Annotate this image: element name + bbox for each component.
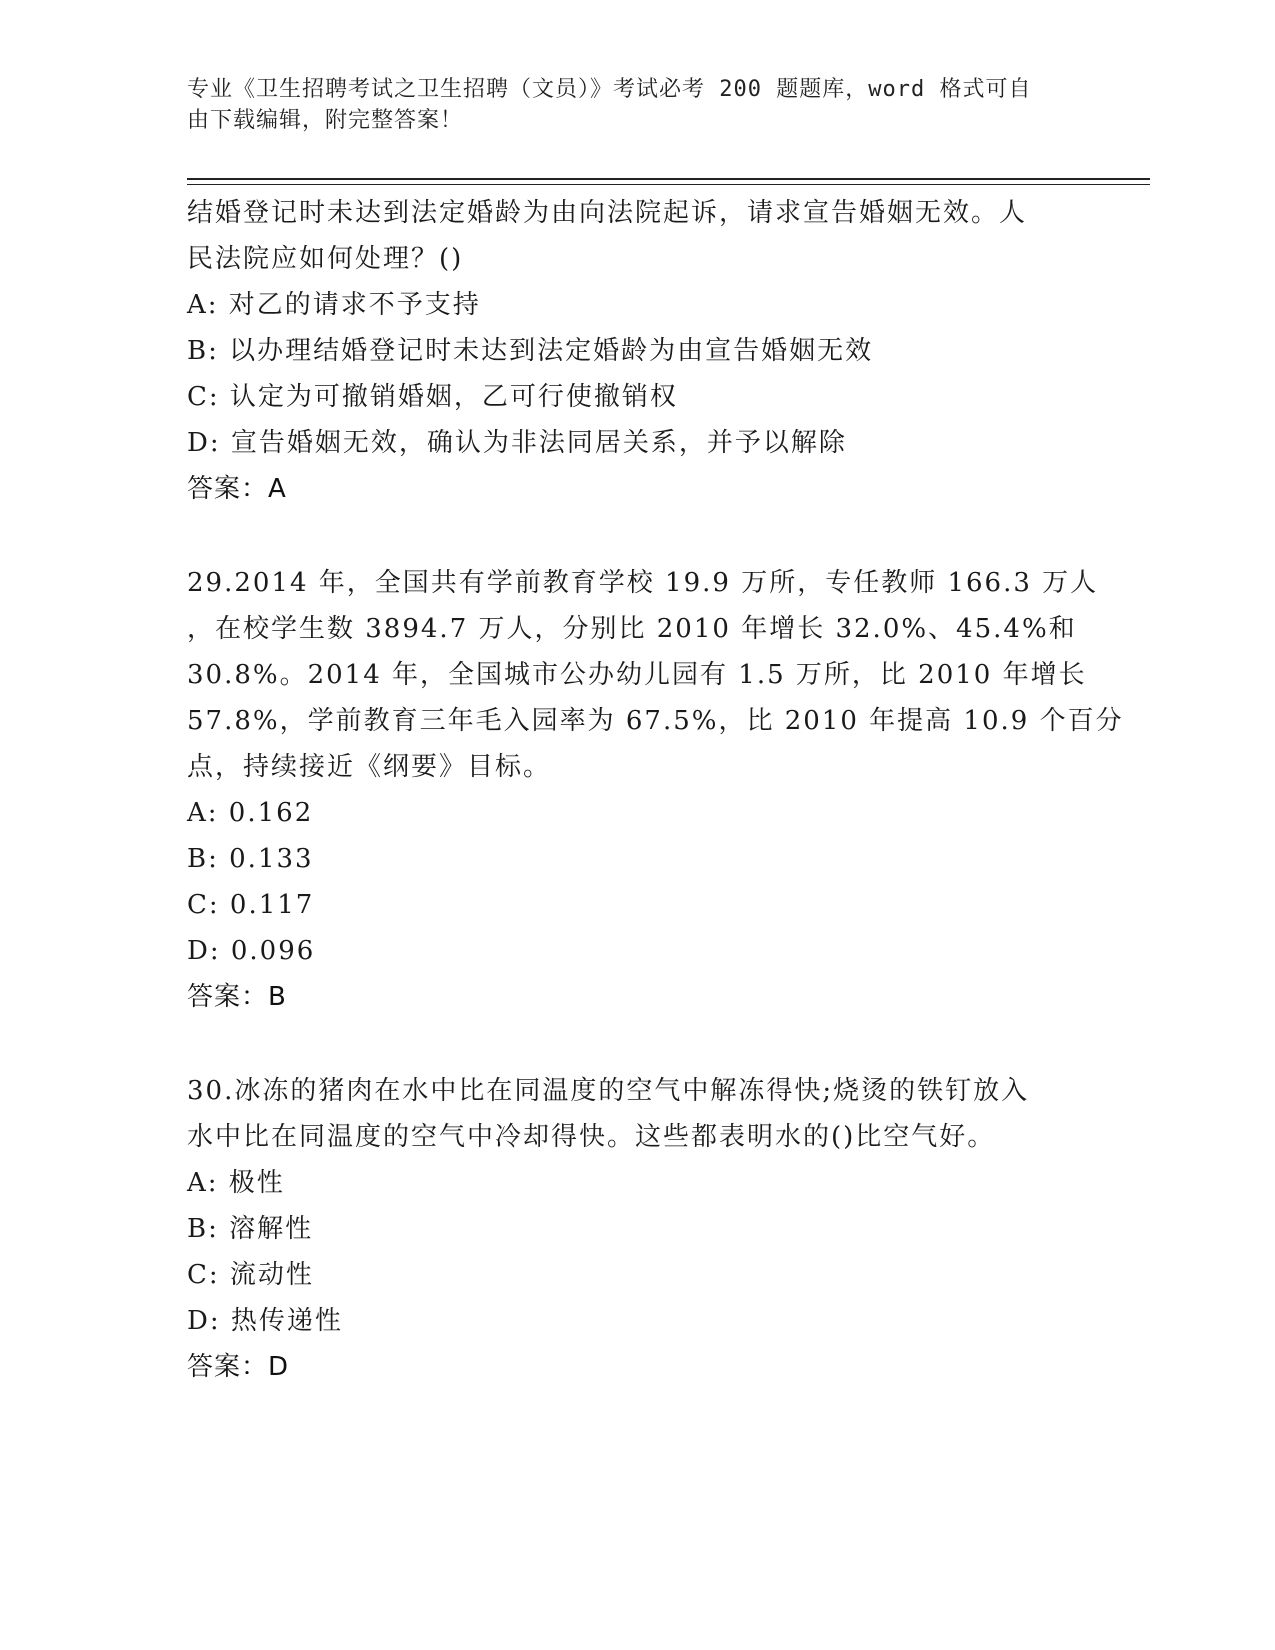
question-spacer: [187, 512, 1067, 560]
option-c: C: 流动性: [187, 1260, 314, 1290]
intro-line-1: 专业《卫生招聘考试之卫生招聘（文员）》考试必考 200 题题库，word 格式可自: [187, 77, 1032, 102]
question-stem-line: 30.冰冻的猪肉在水中比在同温度的空气中解冻得快;烧烫的铁钉放入: [187, 1076, 1030, 1106]
question-stem-line: 点，持续接近《纲要》目标。: [187, 752, 552, 782]
question-list: [187, 190, 1124, 1390]
question-block-29: [187, 560, 1124, 1020]
option-b: B: 溶解性: [187, 1214, 314, 1244]
question-stem-line: 民法院应如何处理？(): [187, 244, 464, 274]
answer-label: 答案：A: [187, 474, 287, 504]
question-stem-line: 30.8%。2014 年，全国城市公办幼儿园有 1.5 万所，比 2010 年增长: [187, 660, 1087, 690]
question-stem-line: 结婚登记时未达到法定婚龄为由向法院起诉，请求宣告婚姻无效。人: [187, 198, 1028, 228]
option-d: D: 宣告婚姻无效，确认为非法同居关系，并予以解除: [187, 428, 847, 458]
intro-line-2: 由下载编辑，附完整答案！: [187, 108, 464, 133]
header-divider-thin: [187, 184, 1150, 185]
option-b: B: 以办理结婚登记时未达到法定婚龄为由宣告婚姻无效: [187, 336, 874, 366]
option-d: D: 0.096: [187, 936, 316, 966]
option-a: A: 0.162: [187, 798, 314, 828]
option-b: B: 0.133: [187, 844, 314, 874]
option-a: A: 极性: [187, 1168, 285, 1198]
option-c: C: 0.117: [187, 890, 315, 920]
option-d: D: 热传递性: [187, 1306, 343, 1336]
document-intro: [187, 74, 1067, 136]
question-stem-line: ，在校学生数 3894.7 万人，分别比 2010 年增长 32.0%、45.4%和: [187, 614, 1077, 644]
question-stem-line: 57.8%，学前教育三年毛入园率为 67.5%，比 2010 年提高 10.9 个百分: [187, 706, 1124, 736]
question-block-30: [187, 1068, 1067, 1390]
header-divider-thick: [187, 178, 1150, 180]
answer-label: 答案：B: [187, 982, 287, 1012]
option-a: A: 对乙的请求不予支持: [187, 290, 481, 320]
question-stem-line: 水中比在同温度的空气中冷却得快。这些都表明水的()比空气好。: [187, 1122, 996, 1152]
question-spacer: [187, 1020, 1067, 1068]
answer-label: 答案：D: [187, 1352, 290, 1382]
question-stem-line: 29.2014 年，全国共有学前教育学校 19.9 万所，专任教师 166.3 万人: [187, 568, 1099, 598]
question-block-28: [187, 190, 1067, 512]
option-c: C: 认定为可撤销婚姻，乙可行使撤销权: [187, 382, 678, 412]
